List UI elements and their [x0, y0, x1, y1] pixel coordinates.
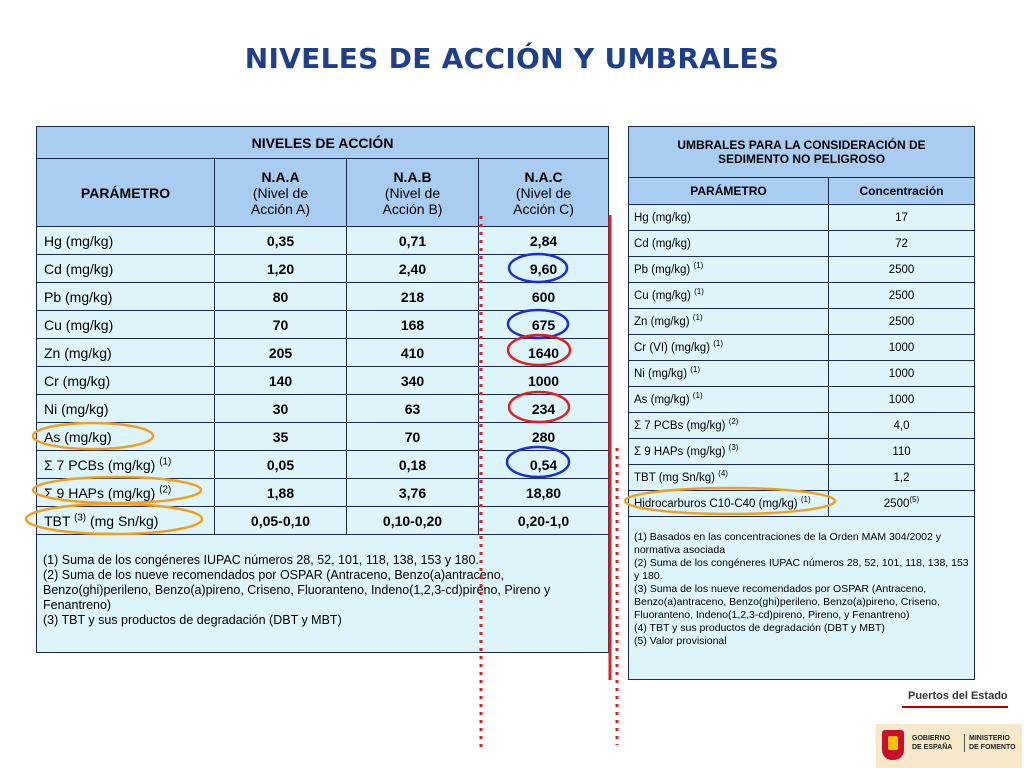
value-cell: 1,20: [215, 255, 347, 283]
value-cell: 168: [347, 311, 479, 339]
value-cell: 0,05-0,10: [215, 507, 347, 535]
value-cell: 35: [215, 423, 347, 451]
value-cell: 110: [829, 439, 975, 465]
table-row: [629, 465, 975, 491]
param-cell: Ni (mg/kg): [37, 395, 215, 423]
table-row: [629, 387, 975, 413]
thresholds-notes: [629, 517, 975, 680]
thresholds-caption: UMBRALES PARA LA CONSIDERACIÓN DE SEDIMENTO NO PELIGROSO: [629, 127, 975, 178]
value-cell: 0,10-0,20: [347, 507, 479, 535]
col-header-naa: N.A.A (Nivel de Acción A): [215, 159, 347, 227]
param-cell: Cr (VI) (mg/kg) $^{(1)}$: [629, 335, 829, 361]
value-cell: 1000: [479, 367, 609, 395]
action-levels-caption: NIVELES DE ACCIÓN: [37, 127, 609, 159]
value-cell: 1000: [829, 361, 975, 387]
value-cell: 218: [347, 283, 479, 311]
table-row: [37, 255, 609, 283]
note-line: (1) Basados en las concentraciones de la Orden MAM 304/2002 y normativa asociada: [634, 531, 942, 556]
param-cell: Σ 9 HAPs (mg/kg) $^{(3)}$: [629, 439, 829, 465]
param-cell: Pb (mg/kg) $^{(1)}$: [629, 257, 829, 283]
value-cell: 2,40: [347, 255, 479, 283]
value-cell: 9,60: [479, 255, 609, 283]
param-cell: Cr (mg/kg): [37, 367, 215, 395]
note-line: (3) Suma de los nueve recomendados por OSPAR (Antraceno, Benzo(a)antraceno, Benzo(ghi)perileno, Benzo(a)pireno, Criseno, Fluoranteno, Indeno(1,2,3-cd)pireno, Pireno, y Fenantreno): [634, 583, 940, 621]
value-cell: 2500$^{(5)}$: [829, 491, 975, 517]
value-cell: 18,80: [479, 479, 609, 507]
action-levels-notes: [37, 535, 609, 653]
value-cell: 0,54: [479, 451, 609, 479]
note-line: (5) Valor provisional: [634, 635, 727, 647]
param-cell: Hidrocarburos C10-C40 (mg/kg) $^{(1)}$: [629, 491, 829, 517]
table-row: [629, 205, 975, 231]
value-cell: 2,84: [479, 227, 609, 255]
table-row: [629, 335, 975, 361]
value-cell: 70: [347, 423, 479, 451]
value-cell: 1000: [829, 335, 975, 361]
table-row: [629, 491, 975, 517]
note-line: (2) Suma de los congéneres IUPAC números 28, 52, 101, 118, 138, 153 y 180.: [634, 557, 969, 582]
col-header-nab: N.A.B (Nivel de Acción B): [347, 159, 479, 227]
param-cell: TBT (mg Sn/kg) $^{(4)}$: [629, 465, 829, 491]
value-cell: 0,71: [347, 227, 479, 255]
value-cell: 205: [215, 339, 347, 367]
table-row: [37, 479, 609, 507]
value-cell: 340: [347, 367, 479, 395]
value-cell: 70: [215, 311, 347, 339]
thresholds-table: [628, 126, 975, 680]
note-line: (1) Suma de los congéneres IUPAC números 28, 52, 101, 118, 138, 153 y 180.: [43, 553, 479, 567]
thresholds-value-header: Concentración: [829, 178, 975, 205]
param-cell: Ni (mg/kg) $^{(1)}$: [629, 361, 829, 387]
value-cell: 30: [215, 395, 347, 423]
value-cell: 2500: [829, 283, 975, 309]
param-header: PARÁMETRO: [37, 159, 215, 227]
page-title: NIVELES DE ACCIÓN Y UMBRALES: [244, 42, 780, 75]
note-line: (3) TBT y sus productos de degradación (DBT y MBT): [43, 613, 342, 627]
table-row: [629, 257, 975, 283]
table-row: [629, 231, 975, 257]
note-line: (4) TBT y sus productos de degradación (DBT y MBT): [634, 622, 885, 634]
value-cell: 0,05: [215, 451, 347, 479]
value-cell: 234: [479, 395, 609, 423]
param-cell: Cd (mg/kg): [37, 255, 215, 283]
table-row: [37, 423, 609, 451]
value-cell: 1000: [829, 387, 975, 413]
note-line: (2) Suma de los nueve recomendados por OSPAR (Antraceno, Benzo(a)antraceno, Benzo(ghi)perileno, Benzo(a)pireno, Criseno, Fluoranteno, Indeno(1,2,3-cd)pireno, Pireno y Fenantreno): [43, 568, 551, 612]
action-levels-table: [36, 126, 609, 653]
value-cell: 0,20-1,0: [479, 507, 609, 535]
param-cell: Pb (mg/kg): [37, 283, 215, 311]
ministerio-text: MINISTERIO DE FOMENTO: [964, 734, 1024, 752]
puertos-del-estado-logo: Puertos del Estado: [902, 690, 1012, 720]
table-row: [629, 309, 975, 335]
table-row: [629, 413, 975, 439]
table-row: [37, 311, 609, 339]
param-cell: Cu (mg/kg): [37, 311, 215, 339]
table-row: [629, 283, 975, 309]
value-cell: 4,0: [829, 413, 975, 439]
value-cell: 410: [347, 339, 479, 367]
col-header-nac: N.A.C (Nivel de Acción C): [479, 159, 609, 227]
param-cell: Cu (mg/kg) $^{(1)}$: [629, 283, 829, 309]
param-cell: Σ 7 PCBs (mg/kg) $^{(1)}$: [37, 451, 215, 479]
value-cell: 280: [479, 423, 609, 451]
value-cell: 1,2: [829, 465, 975, 491]
param-cell: Cd (mg/kg): [629, 231, 829, 257]
value-cell: 600: [479, 283, 609, 311]
param-cell: Hg (mg/kg): [629, 205, 829, 231]
param-cell: Zn (mg/kg): [37, 339, 215, 367]
value-cell: 140: [215, 367, 347, 395]
table-row: [37, 507, 609, 535]
value-cell: 1640: [479, 339, 609, 367]
param-cell: TBT $^{(3)}$ (mg Sn/kg): [37, 507, 215, 535]
param-cell: Hg (mg/kg): [37, 227, 215, 255]
table-row: [37, 395, 609, 423]
param-cell: As (mg/kg) $^{(1)}$: [629, 387, 829, 413]
param-cell: Σ 9 HAPs (mg/kg) $^{(2)}$: [37, 479, 215, 507]
gobierno-text: GOBIERNO DE ESPAÑA: [912, 735, 953, 751]
table-row: [37, 339, 609, 367]
value-cell: 80: [215, 283, 347, 311]
value-cell: 675: [479, 311, 609, 339]
value-cell: 1,88: [215, 479, 347, 507]
value-cell: 2500: [829, 309, 975, 335]
table-row: [629, 361, 975, 387]
param-cell: Zn (mg/kg) $^{(1)}$: [629, 309, 829, 335]
thresholds-param-header: PARÁMETRO: [629, 178, 829, 205]
value-cell: 17: [829, 205, 975, 231]
table-row: [37, 451, 609, 479]
value-cell: 2500: [829, 257, 975, 283]
table-row: [37, 283, 609, 311]
value-cell: 63: [347, 395, 479, 423]
table-row: [37, 227, 609, 255]
param-cell: As (mg/kg): [37, 423, 215, 451]
table-row: [37, 367, 609, 395]
value-cell: 3,76: [347, 479, 479, 507]
param-cell: Σ 7 PCBs (mg/kg) $^{(2)}$: [629, 413, 829, 439]
value-cell: 72: [829, 231, 975, 257]
coat-of-arms-icon: [882, 730, 904, 760]
value-cell: 0,18: [347, 451, 479, 479]
value-cell: 0,35: [215, 227, 347, 255]
table-row: [629, 439, 975, 465]
gobierno-ministerio-logo: [876, 724, 1022, 768]
